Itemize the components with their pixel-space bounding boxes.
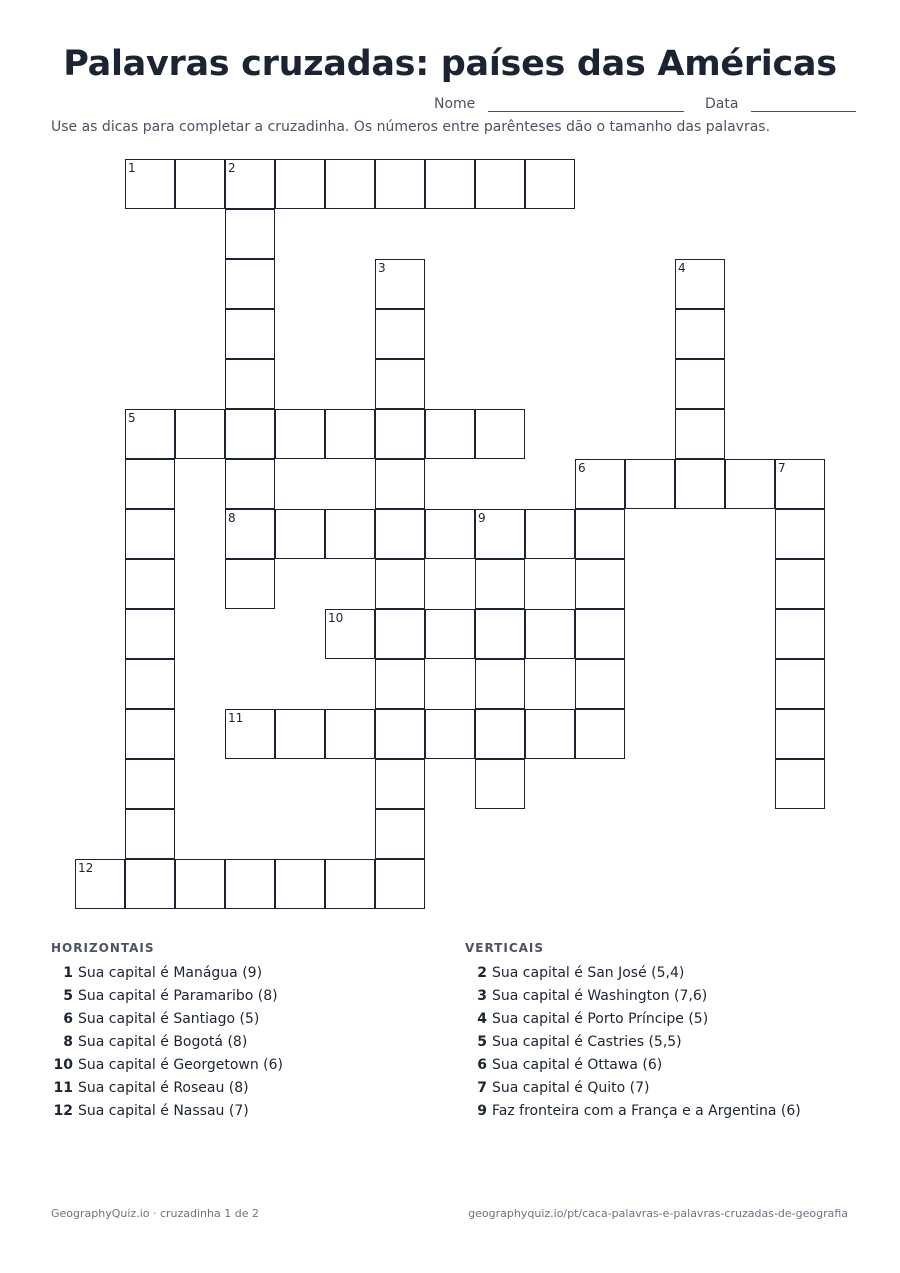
grid-cell[interactable]	[475, 759, 525, 809]
grid-cell[interactable]	[125, 409, 175, 459]
down-clues	[465, 963, 801, 1124]
grid-cell[interactable]	[525, 509, 575, 559]
clue-item	[465, 1078, 801, 1101]
clue-number: 9	[477, 1103, 487, 1119]
grid-cell[interactable]	[275, 859, 325, 909]
grid-cell[interactable]	[325, 709, 375, 759]
grid-cell[interactable]	[775, 659, 825, 709]
grid-cell[interactable]	[775, 709, 825, 759]
cell-number: 12	[78, 861, 94, 875]
grid-cell[interactable]	[125, 859, 175, 909]
cell-number: 1	[128, 161, 136, 175]
grid-cell[interactable]	[175, 159, 225, 209]
grid-cell[interactable]	[425, 609, 475, 659]
grid-cell[interactable]	[675, 259, 725, 309]
grid-cell[interactable]	[375, 259, 425, 309]
grid-cell[interactable]	[625, 459, 675, 509]
clue-item	[51, 1078, 283, 1101]
clue-number: 6	[63, 1011, 73, 1027]
grid-cell[interactable]	[225, 309, 275, 359]
grid-cell[interactable]	[775, 559, 825, 609]
clue-text: Sua capital é Georgetown (6)	[78, 1057, 284, 1073]
cell-number: 10	[328, 611, 344, 625]
grid-cell[interactable]	[775, 459, 825, 509]
grid-cell[interactable]	[225, 709, 275, 759]
grid-cell[interactable]	[475, 509, 525, 559]
cell-number: 11	[228, 711, 244, 725]
grid-cell[interactable]	[275, 409, 325, 459]
clue-text: Sua capital é Roseau (8)	[78, 1080, 249, 1096]
grid-cell[interactable]	[325, 159, 375, 209]
grid-cell[interactable]	[175, 859, 225, 909]
grid-cell[interactable]	[575, 609, 625, 659]
cell-number: 6	[578, 461, 586, 475]
grid-cell[interactable]	[325, 409, 375, 459]
cell-number: 5	[128, 411, 136, 425]
clue-number: 3	[477, 988, 487, 1004]
across-heading: HORIZONTAIS	[51, 941, 155, 955]
grid-cell[interactable]	[125, 609, 175, 659]
clue-item	[51, 1032, 283, 1055]
clue-text: Sua capital é Nassau (7)	[78, 1103, 249, 1119]
grid-cell[interactable]	[675, 459, 725, 509]
cell-number: 9	[478, 511, 486, 525]
footer-left: GeographyQuiz.io · cruzadinha 1 de 2	[51, 1207, 259, 1220]
clue-number: 11	[53, 1080, 73, 1096]
across-clues	[51, 963, 283, 1124]
grid-cell[interactable]	[125, 709, 175, 759]
grid-cell[interactable]	[325, 609, 375, 659]
clue-item	[465, 1032, 801, 1055]
grid-cell[interactable]	[375, 359, 425, 409]
grid-cell[interactable]	[375, 159, 425, 209]
grid-cell[interactable]	[525, 609, 575, 659]
clue-text: Sua capital é Quito (7)	[492, 1080, 650, 1096]
clue-number: 4	[477, 1011, 487, 1027]
clue-item	[465, 986, 801, 1009]
clue-number: 5	[477, 1034, 487, 1050]
grid-cell[interactable]	[125, 759, 175, 809]
clue-text: Sua capital é Bogotá (8)	[78, 1034, 248, 1050]
grid-cell[interactable]	[775, 759, 825, 809]
grid-cell[interactable]	[675, 309, 725, 359]
grid-cell[interactable]	[175, 409, 225, 459]
clue-text: Sua capital é Manágua (9)	[78, 965, 263, 981]
grid-cell[interactable]	[275, 509, 325, 559]
clue-text: Sua capital é Castries (5,5)	[492, 1034, 682, 1050]
grid-cell[interactable]	[375, 409, 425, 459]
grid-cell[interactable]	[575, 459, 625, 509]
clue-text: Faz fronteira com a França e a Argentina (6)	[492, 1103, 801, 1119]
grid-cell[interactable]	[325, 509, 375, 559]
footer-right: geographyquiz.io/pt/caca-palavras-e-palavras-cruzadas-de-geografia	[468, 1207, 848, 1220]
clue-item	[465, 1009, 801, 1032]
date-label: Data	[705, 96, 739, 112]
grid-cell[interactable]	[475, 709, 525, 759]
clue-item	[465, 1055, 801, 1078]
grid-cell[interactable]	[675, 359, 725, 409]
grid-cell[interactable]	[425, 409, 475, 459]
cell-number: 8	[228, 511, 236, 525]
grid-cell[interactable]	[375, 709, 425, 759]
grid-cell[interactable]	[75, 859, 125, 909]
grid-cell[interactable]	[375, 659, 425, 709]
clue-item	[465, 1101, 801, 1124]
grid-cell[interactable]	[375, 609, 425, 659]
grid-cell[interactable]	[275, 159, 325, 209]
cell-number: 2	[228, 161, 236, 175]
grid-cell[interactable]	[475, 159, 525, 209]
down-heading: VERTICAIS	[465, 941, 545, 955]
clue-item	[51, 1101, 283, 1124]
clue-text: Sua capital é Porto Príncipe (5)	[492, 1011, 709, 1027]
name-line[interactable]	[488, 97, 684, 112]
clue-item	[51, 1009, 283, 1032]
grid-cell[interactable]	[575, 509, 625, 559]
name-label: Nome	[434, 96, 476, 112]
grid-cell[interactable]	[125, 509, 175, 559]
grid-cell[interactable]	[425, 709, 475, 759]
grid-cell[interactable]	[675, 409, 725, 459]
grid-cell[interactable]	[775, 509, 825, 559]
name-field[interactable]	[434, 96, 684, 112]
grid-cell[interactable]	[375, 859, 425, 909]
grid-cell[interactable]	[575, 559, 625, 609]
clue-number: 5	[63, 988, 73, 1004]
grid-cell[interactable]	[325, 859, 375, 909]
grid-cell[interactable]	[225, 209, 275, 259]
grid-cell[interactable]	[525, 709, 575, 759]
clue-text: Sua capital é Washington (7,6)	[492, 988, 708, 1004]
clue-number: 1	[63, 965, 73, 981]
grid-cell[interactable]	[125, 809, 175, 859]
grid-cell[interactable]	[425, 509, 475, 559]
grid-cell[interactable]	[225, 859, 275, 909]
grid-cell[interactable]	[125, 659, 175, 709]
grid-cell[interactable]	[375, 459, 425, 509]
grid-cell[interactable]	[225, 559, 275, 609]
instructions: Use as dicas para completar a cruzadinha. Os números entre parênteses dão o tamanho das palavras.	[51, 119, 771, 135]
grid-cell[interactable]	[575, 659, 625, 709]
clue-number: 7	[477, 1080, 487, 1096]
grid-cell[interactable]	[125, 159, 175, 209]
grid-cell[interactable]	[375, 809, 425, 859]
page-title: Palavras cruzadas: países das Américas	[63, 44, 837, 84]
grid-cell[interactable]	[275, 709, 325, 759]
clue-number: 2	[477, 965, 487, 981]
clue-item	[465, 963, 801, 986]
clue-number: 12	[53, 1103, 73, 1119]
clue-text: Sua capital é Ottawa (6)	[492, 1057, 663, 1073]
cell-number: 7	[778, 461, 786, 475]
date-field[interactable]	[705, 96, 856, 112]
clue-number: 10	[53, 1057, 73, 1073]
clue-item	[51, 963, 283, 986]
clue-text: Sua capital é Paramaribo (8)	[78, 988, 278, 1004]
grid-cell[interactable]	[475, 559, 525, 609]
cell-number: 3	[378, 261, 386, 275]
grid-cell[interactable]	[375, 509, 425, 559]
grid-cell[interactable]	[225, 359, 275, 409]
grid-cell[interactable]	[225, 159, 275, 209]
grid-cell[interactable]	[475, 609, 525, 659]
grid-cell[interactable]	[475, 409, 525, 459]
grid-cell[interactable]	[425, 159, 475, 209]
grid-cell[interactable]	[375, 759, 425, 809]
grid-cell[interactable]	[125, 459, 175, 509]
clue-item	[51, 986, 283, 1009]
clue-number: 8	[63, 1034, 73, 1050]
clue-text: Sua capital é Santiago (5)	[78, 1011, 260, 1027]
cell-number: 4	[678, 261, 686, 275]
clue-text: Sua capital é San José (5,4)	[492, 965, 685, 981]
grid-cell[interactable]	[575, 709, 625, 759]
grid-cell[interactable]	[225, 509, 275, 559]
grid-cell[interactable]	[225, 259, 275, 309]
grid-cell[interactable]	[375, 309, 425, 359]
date-line[interactable]	[751, 97, 856, 112]
clue-number: 6	[477, 1057, 487, 1073]
clue-item	[51, 1055, 283, 1078]
grid-cell[interactable]	[225, 459, 275, 509]
grid-cell[interactable]	[775, 609, 825, 659]
grid-cell[interactable]	[375, 559, 425, 609]
grid-cell[interactable]	[125, 559, 175, 609]
grid-cell[interactable]	[475, 659, 525, 709]
grid-cell[interactable]	[525, 159, 575, 209]
grid-cell[interactable]	[225, 409, 275, 459]
grid-cell[interactable]	[725, 459, 775, 509]
